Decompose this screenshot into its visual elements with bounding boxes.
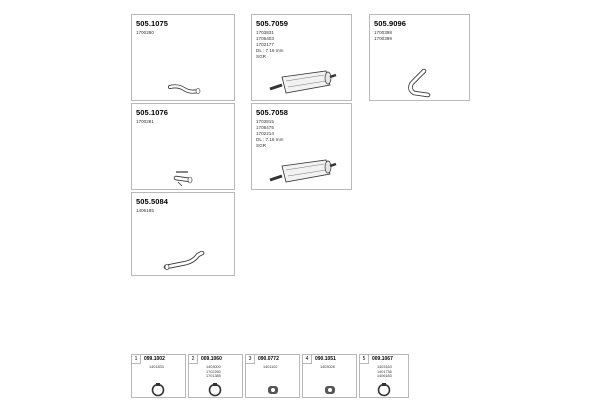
accessory-ref: 1401102 [263,365,278,369]
accessory-box-5 [359,354,409,398]
part-refs [136,208,154,214]
accessory-box-3 [245,354,300,398]
accessory-refs [263,365,278,370]
part-ref: 1700281 [136,119,154,124]
part-number: 505.1075 [136,19,169,28]
part-number: 505.9096 [374,19,407,28]
part-ref: 1700399 [374,36,392,41]
accessory-index: 5 [360,355,369,364]
clamp-icon [376,383,392,397]
part-ref: 1702177 [256,42,274,47]
part-number: 505.1076 [136,108,169,117]
part-number: 505.7058 [256,108,289,117]
part-note: SGR [256,54,266,59]
accessory-index: 2 [189,355,198,364]
accessory-code: 099.1002 [144,356,165,362]
accessory-ref: 1401736 [377,369,392,374]
part-ref: 1706475 [256,125,274,130]
part-refs [256,30,283,60]
accessory-index: 4 [303,355,312,364]
part-ref: 1700280 [136,30,154,35]
clamp-icon [150,383,166,397]
accessory-refs [206,365,221,379]
accessory-ref: 1403000 [206,365,221,369]
part-card-505-7058 [251,103,352,190]
accessory-box-1 [131,354,186,398]
part-spec: DL : 7.16 mm [256,137,284,142]
part-card-505-1075 [131,14,235,101]
muffler-drawing [268,156,338,186]
accessory-ref: 1401833 [149,365,164,369]
part-ref: 1700398 [374,30,392,35]
part-ref: 1702214 [256,131,274,136]
pipe-drawing [404,67,434,99]
part-spec: DL : 7.16 mm [256,48,284,53]
accessory-code: 090.0772 [258,356,279,362]
part-number: 505.5084 [136,197,169,206]
part-number: 505.7059 [256,19,289,28]
accessory-refs [377,365,392,379]
part-card-505-7059 [251,14,352,101]
part-card-505-1076 [131,103,235,190]
part-ref: 1406185 [136,208,154,213]
part-note: SGR [256,143,266,148]
part-card-505-5084 [131,192,235,276]
accessory-refs [320,365,335,370]
pipe-drawing [162,251,208,273]
accessory-ref: 1702250 [206,369,221,374]
part-ref: 1706403 [256,36,274,41]
part-card-505-9096 [369,14,470,101]
accessory-code: 090.1051 [315,356,336,362]
accessory-refs [149,365,164,370]
accessory-box-4 [302,354,357,398]
accessory-index: 1 [132,355,141,364]
accessory-code: 009.1060 [201,356,222,362]
accessory-code: 009.1067 [372,356,393,362]
part-refs [256,119,283,149]
accessory-ref: 1403028 [320,365,335,369]
part-refs [136,30,154,36]
hanger-icon [323,383,337,397]
part-ref: 1703831 [256,30,274,35]
accessory-ref: 1406183 [377,374,392,379]
clamp-icon [207,383,223,397]
hanger-icon [266,383,280,397]
accessory-index: 3 [246,355,255,364]
pipe-drawing [168,83,204,97]
part-refs [136,119,154,125]
muffler-drawing [268,69,338,97]
accessory-ref: 1701385 [206,374,221,379]
part-ref: 1703815 [256,119,274,124]
pipe-drawing [172,168,196,188]
part-refs [374,30,392,42]
accessory-ref: 1403163 [377,365,392,369]
accessory-box-2 [188,354,243,398]
